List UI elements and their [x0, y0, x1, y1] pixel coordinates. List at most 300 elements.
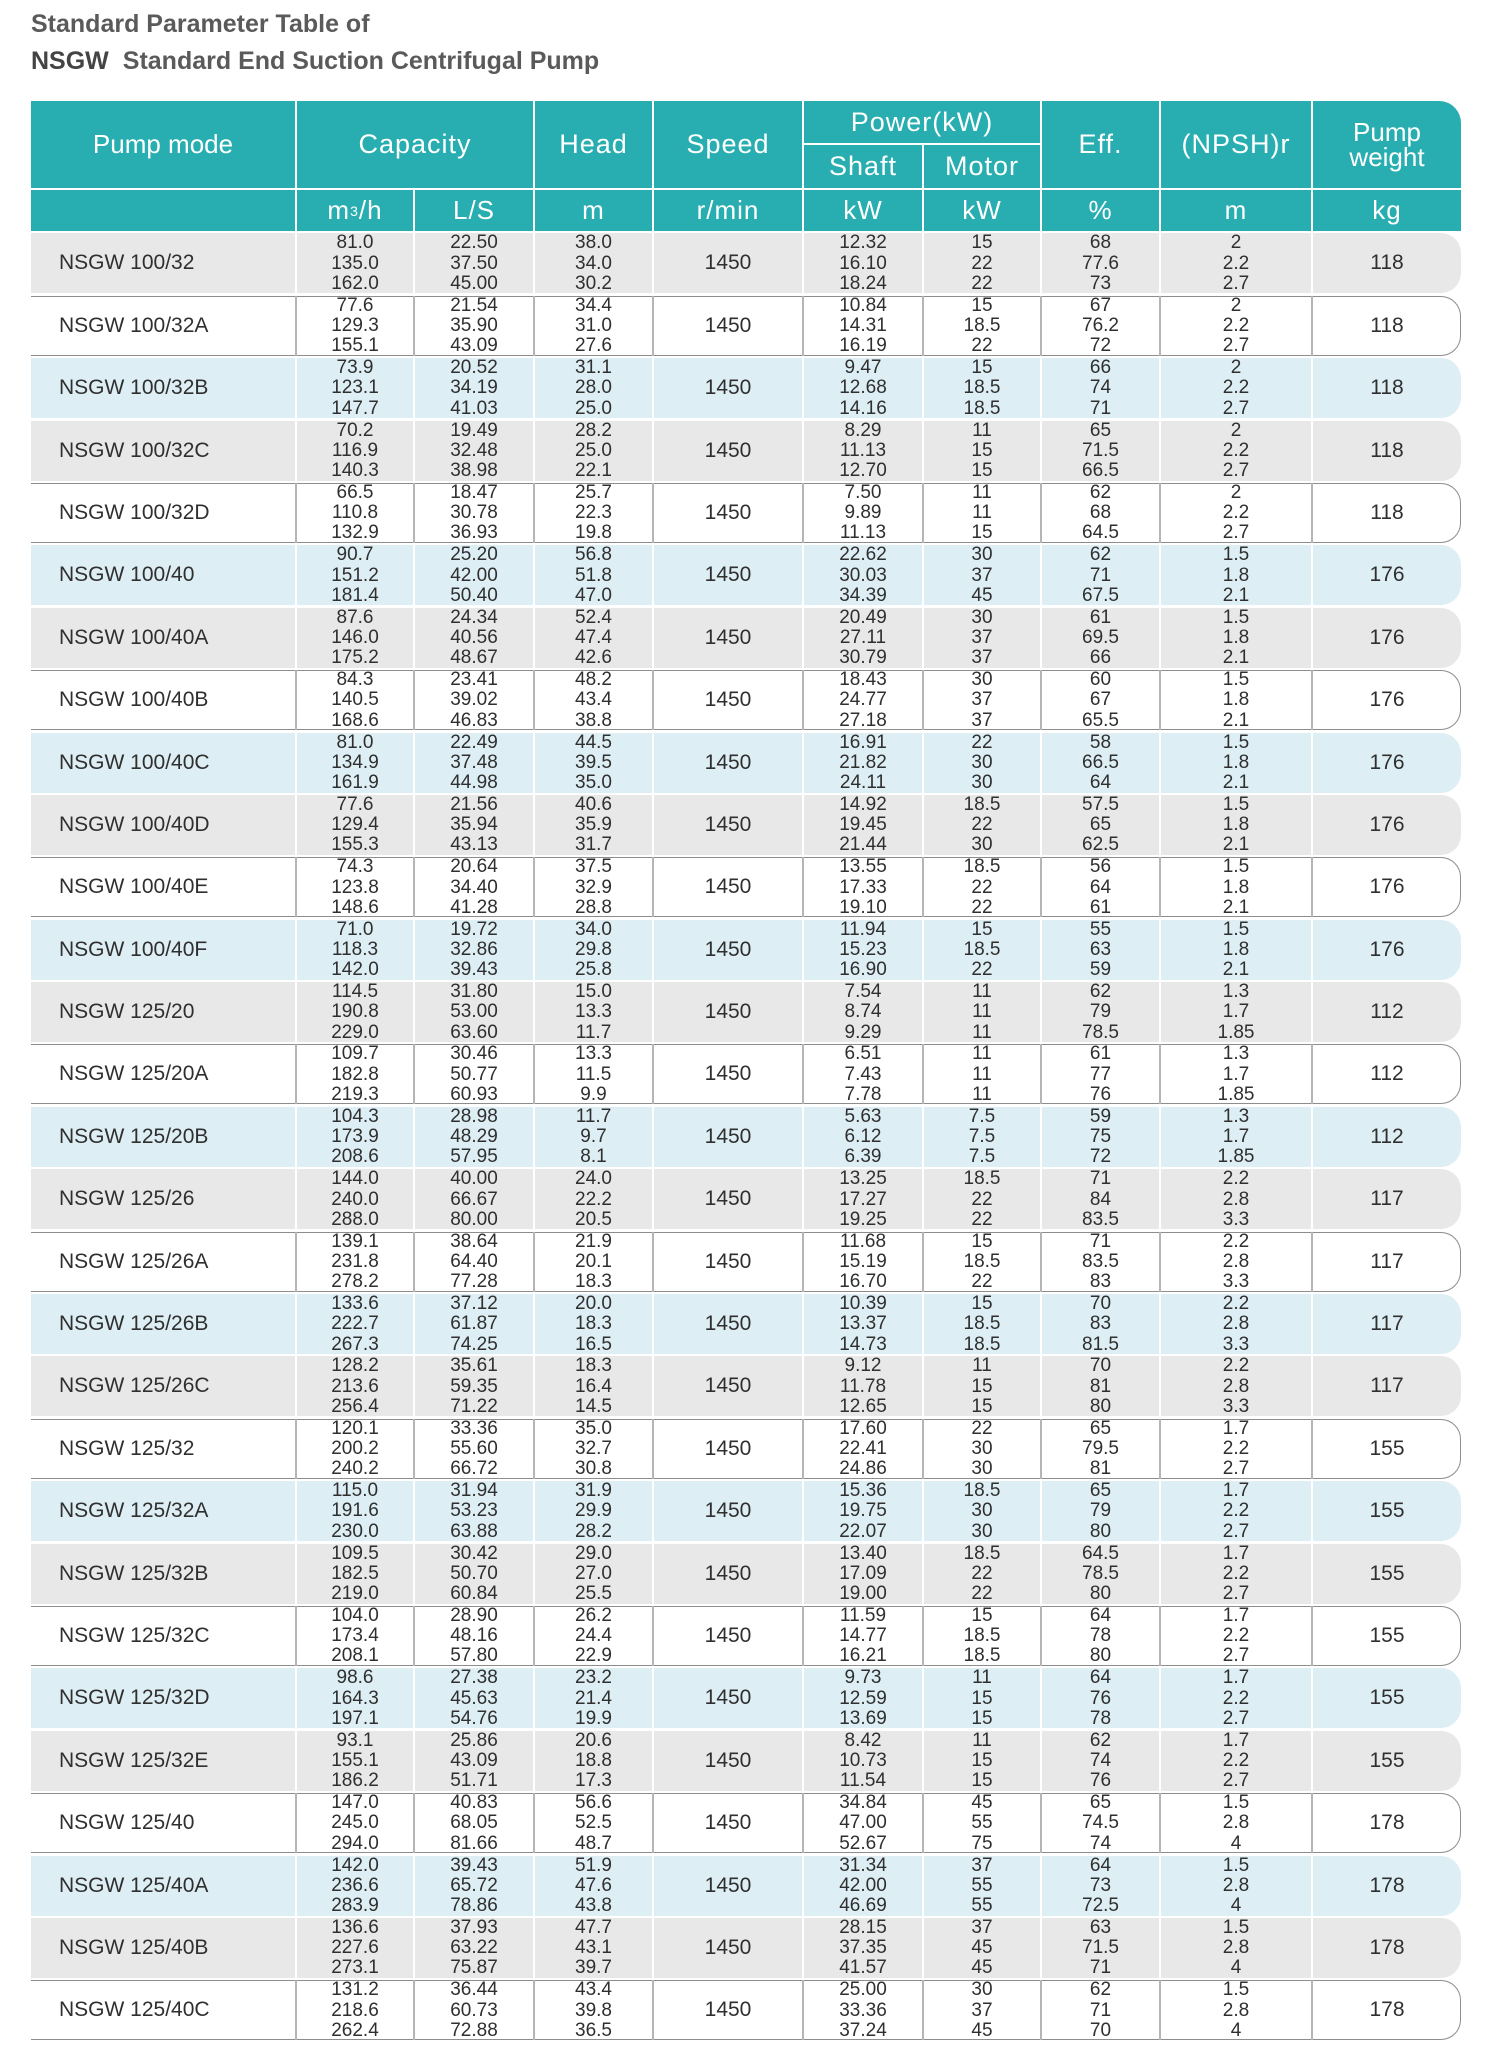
head-value: 25.8	[575, 959, 612, 981]
motor-value: 30	[971, 1438, 993, 1460]
npsh-cell	[1161, 920, 1311, 980]
ls-value: 41.28	[450, 896, 498, 918]
head-value: 22.3	[575, 502, 612, 524]
shaft-value: 12.32	[839, 232, 887, 254]
m3h-value: 197.1	[331, 1707, 379, 1729]
shaft-value: 9.89	[844, 502, 882, 524]
eff-value: 61	[1089, 606, 1112, 628]
motor-value: 18.5	[963, 1645, 1001, 1667]
shaft-cell	[804, 1668, 922, 1728]
shaft-value: 11.68	[839, 1230, 887, 1252]
ls-value: 32.86	[450, 938, 498, 960]
eff-cell	[1042, 857, 1159, 917]
head-cell	[535, 1294, 652, 1354]
npsh-value: 2	[1230, 419, 1242, 441]
ls-value: 36.93	[450, 522, 498, 544]
motor-cell	[924, 1793, 1040, 1853]
pump-model-cell: NSGW 100/32	[59, 251, 195, 275]
shaft-value: 27.11	[839, 626, 887, 648]
head-value: 52.5	[575, 1812, 612, 1834]
npsh-value: 2.1	[1222, 772, 1250, 794]
shaft-value: 14.31	[839, 315, 887, 337]
shaft-cell	[804, 1356, 922, 1416]
weight-cell: 178	[1369, 1998, 1405, 2022]
npsh-value: 2.2	[1222, 1293, 1250, 1315]
pump-model-cell: NSGW 125/26B	[59, 1312, 209, 1336]
head-value: 11.7	[575, 1021, 612, 1043]
npsh-value: 1.5	[1222, 1979, 1250, 2001]
motor-value: 55	[971, 1895, 993, 1917]
shaft-value: 9.12	[844, 1355, 882, 1377]
shaft-cell	[804, 920, 922, 980]
motor-value: 18.5	[963, 1313, 1001, 1335]
eff-cell	[1042, 1044, 1159, 1104]
npsh-value: 1.5	[1222, 544, 1250, 566]
ls-value: 39.02	[450, 689, 498, 711]
head-value: 21.4	[575, 1687, 612, 1709]
shaft-value: 52.67	[839, 1832, 887, 1854]
motor-value: 75	[971, 1832, 993, 1854]
eff-value: 74.5	[1082, 1812, 1119, 1834]
m3h-value: 245.0	[331, 1812, 379, 1834]
m3h-value: 133.6	[331, 1293, 379, 1315]
npsh-cell	[1161, 795, 1311, 855]
shaft-value: 13.40	[839, 1542, 887, 1564]
ls-cell	[415, 1481, 533, 1541]
pump-model-cell: NSGW 100/40C	[59, 750, 210, 774]
head-value: 28.2	[575, 419, 612, 441]
weight-cell: 155	[1369, 1436, 1405, 1460]
ls-value: 24.34	[450, 606, 498, 628]
header-efficiency: Eff.	[1078, 129, 1123, 159]
m3h-value: 109.5	[331, 1542, 379, 1564]
motor-value: 22	[971, 1417, 993, 1439]
ls-value: 20.64	[450, 856, 498, 878]
ls-cell	[415, 421, 533, 481]
m3h-value: 90.7	[336, 544, 374, 566]
m3h-value: 93.1	[336, 1729, 374, 1751]
page-title-line2	[31, 47, 599, 76]
eff-cell	[1042, 733, 1159, 793]
npsh-cell	[1161, 358, 1311, 418]
shaft-value: 11.59	[839, 1604, 887, 1626]
eff-value: 65	[1089, 1417, 1112, 1439]
motor-value: 22	[971, 1188, 993, 1210]
m3h-value: 175.2	[331, 647, 379, 669]
head-cell	[535, 1856, 652, 1916]
motor-cell	[924, 1980, 1040, 2040]
npsh-value: 1.5	[1222, 669, 1250, 691]
m3h-value: 218.6	[331, 1999, 379, 2021]
shaft-value: 12.65	[839, 1395, 887, 1417]
ls-value: 34.19	[450, 377, 498, 399]
head-value: 22.2	[575, 1188, 612, 1210]
m3h-value: 81.0	[336, 232, 374, 254]
eff-value: 72	[1089, 1146, 1112, 1168]
pump-model-cell: NSGW 100/32C	[59, 438, 210, 462]
npsh-value: 1.5	[1222, 1854, 1250, 1876]
npsh-value: 2.7	[1222, 1458, 1250, 1480]
motor-value: 22	[971, 1583, 993, 1605]
head-value: 20.1	[575, 1250, 612, 1272]
ls-value: 23.41	[450, 669, 498, 691]
shaft-cell	[804, 1481, 922, 1541]
shaft-value: 22.41	[839, 1438, 887, 1460]
m3h-value: 236.6	[331, 1874, 379, 1896]
motor-value: 30	[971, 669, 993, 691]
speed-cell: 1450	[704, 875, 752, 899]
npsh-value: 2.2	[1222, 252, 1250, 274]
npsh-value: 1.85	[1217, 1083, 1255, 1105]
eff-value: 64.5	[1082, 522, 1119, 544]
pump-model-cell: NSGW 100/40F	[59, 937, 208, 961]
ls-value: 21.54	[450, 294, 498, 316]
head-value: 26.2	[575, 1604, 612, 1626]
weight-cell: 155	[1369, 1561, 1405, 1585]
eff-value: 74	[1089, 1750, 1112, 1772]
head-value: 9.7	[580, 1126, 607, 1148]
motor-value: 22	[971, 731, 993, 753]
ls-cell	[415, 982, 533, 1042]
ls-value: 48.67	[450, 647, 498, 669]
eff-value: 62	[1089, 1979, 1112, 2001]
m3h-cell	[297, 608, 413, 668]
eff-cell	[1042, 920, 1159, 980]
npsh-value: 2.2	[1222, 1168, 1250, 1190]
m3h-cell	[297, 1481, 413, 1541]
ls-cell	[415, 296, 533, 356]
m3h-value: 70.2	[336, 419, 374, 441]
shaft-value: 7.43	[844, 1063, 882, 1085]
motor-value: 15	[971, 1687, 993, 1709]
head-value: 34.0	[575, 252, 612, 274]
speed-cell: 1450	[704, 1935, 752, 1959]
npsh-value: 4	[1230, 2019, 1242, 2041]
motor-value: 15	[971, 1375, 993, 1397]
m3h-value: 230.0	[331, 1520, 379, 1542]
npsh-cell	[1161, 1419, 1311, 1479]
npsh-value: 1.8	[1222, 876, 1250, 898]
eff-value: 73	[1089, 1874, 1112, 1896]
pump-model-cell: NSGW 100/40E	[59, 875, 209, 899]
m3h-value: 131.2	[331, 1979, 379, 2001]
ls-cell	[415, 857, 533, 917]
shaft-value: 27.18	[839, 709, 887, 731]
pump-model-cell: NSGW 125/20	[59, 1000, 195, 1024]
shaft-value: 19.45	[839, 814, 887, 836]
shaft-cell	[804, 857, 922, 917]
eff-value: 80	[1089, 1583, 1112, 1605]
head-value: 29.0	[575, 1542, 612, 1564]
motor-value: 18.5	[963, 1250, 1001, 1272]
pump-model-cell: NSGW 100/32B	[59, 376, 209, 400]
eff-value: 65	[1089, 1480, 1112, 1502]
m3h-value: 87.6	[336, 606, 374, 628]
header-speed: Speed	[686, 129, 770, 159]
motor-value: 37	[971, 1999, 993, 2021]
ls-value: 53.00	[450, 1001, 498, 1023]
motor-value: 22	[971, 814, 993, 836]
head-value: 34.0	[575, 918, 612, 940]
m3h-cell	[297, 1731, 413, 1791]
ls-cell	[415, 1793, 533, 1853]
shaft-value: 21.82	[839, 751, 887, 773]
motor-value: 37	[971, 709, 993, 731]
pump-model-cell: NSGW 100/32D	[59, 500, 210, 524]
head-cell	[535, 1918, 652, 1978]
ls-value: 25.20	[450, 544, 498, 566]
motor-value: 37	[971, 647, 993, 669]
ls-value: 35.61	[450, 1355, 498, 1377]
m3h-value: 151.2	[331, 564, 379, 586]
npsh-cell	[1161, 421, 1311, 481]
m3h-cell	[297, 1356, 413, 1416]
head-value: 20.5	[575, 1208, 612, 1230]
motor-value: 11	[972, 1021, 992, 1043]
header-shaft: Shaft	[828, 151, 898, 181]
ls-value: 53.23	[450, 1500, 498, 1522]
speed-cell: 1450	[704, 1249, 752, 1273]
eff-value: 76	[1089, 1083, 1112, 1105]
weight-cell: 176	[1369, 812, 1405, 836]
weight-cell: 118	[1370, 251, 1404, 275]
npsh-cell	[1161, 1793, 1311, 1853]
shaft-value: 46.69	[839, 1895, 887, 1917]
m3h-cell	[297, 1918, 413, 1978]
ls-value: 74.25	[450, 1333, 498, 1355]
m3h-value: 115.0	[331, 1480, 379, 1502]
m3h-value: 74.3	[336, 856, 374, 878]
weight-cell: 155	[1369, 1748, 1405, 1772]
npsh-cell	[1161, 1044, 1311, 1104]
ls-value: 75.87	[450, 1957, 498, 1979]
motor-value: 11	[972, 481, 992, 503]
shaft-cell	[804, 733, 922, 793]
motor-cell	[924, 1918, 1040, 1978]
ls-value: 65.72	[450, 1874, 498, 1896]
table-header	[31, 101, 1461, 231]
eff-value: 71	[1089, 1999, 1112, 2021]
header-head: Head	[559, 129, 628, 159]
npsh-value: 1.5	[1222, 793, 1250, 815]
head-value: 42.6	[575, 647, 612, 669]
shaft-cell	[804, 1980, 922, 2040]
eff-value: 64	[1089, 1604, 1112, 1626]
motor-cell	[924, 1169, 1040, 1229]
eff-value: 63	[1089, 938, 1112, 960]
table-row	[31, 1606, 1461, 1666]
ls-cell	[415, 358, 533, 418]
eff-cell	[1042, 1544, 1159, 1604]
speed-cell: 1450	[704, 1062, 752, 1086]
head-value: 48.7	[575, 1832, 612, 1854]
motor-value: 18.5	[963, 1625, 1001, 1647]
npsh-value: 2.2	[1222, 1562, 1250, 1584]
npsh-value: 2.7	[1222, 1707, 1250, 1729]
npsh-value: 1.7	[1222, 1001, 1250, 1023]
m3h-value: 200.2	[331, 1438, 379, 1460]
shaft-value: 17.33	[839, 876, 887, 898]
m3h-value: 182.8	[331, 1063, 379, 1085]
head-cell	[535, 358, 652, 418]
ls-cell	[415, 1169, 533, 1229]
shaft-value: 11.13	[839, 439, 887, 461]
ls-value: 60.84	[450, 1583, 498, 1605]
m3h-cell	[297, 1668, 413, 1728]
eff-value: 68	[1089, 502, 1112, 524]
motor-value: 15	[971, 357, 993, 379]
m3h-value: 81.0	[336, 731, 374, 753]
m3h-value: 182.5	[331, 1562, 379, 1584]
shaft-value: 19.25	[839, 1208, 887, 1230]
eff-value: 70	[1089, 1355, 1112, 1377]
head-cell	[535, 1044, 652, 1104]
ls-value: 41.03	[450, 397, 498, 419]
table-row	[31, 1918, 1461, 1978]
m3h-cell	[297, 920, 413, 980]
ls-value: 64.40	[450, 1250, 498, 1272]
motor-cell	[924, 857, 1040, 917]
npsh-value: 3.3	[1222, 1333, 1250, 1355]
motor-value: 22	[971, 959, 993, 981]
m3h-value: 162.0	[331, 272, 379, 294]
speed-cell: 1450	[704, 1998, 752, 2022]
npsh-value: 4	[1230, 1957, 1242, 1979]
motor-value: 11	[972, 1001, 992, 1023]
head-value: 27.0	[575, 1562, 612, 1584]
m3h-cell	[297, 358, 413, 418]
ls-value: 80.00	[450, 1208, 498, 1230]
head-value: 30.2	[575, 272, 612, 294]
m3h-value: 227.6	[331, 1937, 379, 1959]
m3h-cell	[297, 1980, 413, 2040]
shaft-value: 19.10	[839, 896, 887, 918]
head-value: 15.0	[575, 981, 612, 1003]
ls-value: 38.64	[450, 1230, 498, 1252]
npsh-value: 1.8	[1222, 938, 1250, 960]
pump-model-cell: NSGW 100/40B	[59, 688, 209, 712]
m3h-value: 104.0	[331, 1604, 379, 1626]
ls-value: 28.90	[450, 1604, 498, 1626]
speed-cell: 1450	[704, 1499, 752, 1523]
shaft-value: 13.69	[839, 1707, 887, 1729]
ls-cell	[415, 1044, 533, 1104]
eff-value: 79.5	[1082, 1438, 1119, 1460]
eff-value: 65	[1089, 814, 1112, 836]
shaft-cell	[804, 296, 922, 356]
motor-cell	[924, 421, 1040, 481]
ls-cell	[415, 1856, 533, 1916]
speed-cell: 1450	[704, 625, 752, 649]
motor-cell	[924, 1606, 1040, 1666]
m3h-value: 208.1	[331, 1645, 379, 1667]
eff-value: 71	[1089, 1230, 1112, 1252]
ls-value: 35.90	[450, 315, 498, 337]
shaft-value: 14.92	[839, 793, 887, 815]
shaft-value: 17.09	[839, 1562, 887, 1584]
table-row	[31, 1044, 1461, 1104]
ls-value: 50.70	[450, 1562, 498, 1584]
head-value: 28.8	[575, 896, 612, 918]
m3h-cell	[297, 1793, 413, 1853]
shaft-value: 6.51	[844, 1043, 882, 1065]
npsh-value: 2.2	[1222, 1355, 1250, 1377]
head-cell	[535, 1232, 652, 1292]
m3h-value: 168.6	[331, 709, 379, 731]
head-value: 44.5	[575, 731, 612, 753]
head-value: 28.0	[575, 377, 612, 399]
shaft-value: 34.84	[839, 1792, 887, 1814]
motor-value: 18.5	[963, 856, 1001, 878]
ls-value: 37.12	[450, 1293, 498, 1315]
head-value: 22.1	[575, 460, 612, 482]
eff-value: 78.5	[1082, 1021, 1119, 1043]
shaft-cell	[804, 1044, 922, 1104]
npsh-value: 2.1	[1222, 647, 1250, 669]
npsh-value: 2.2	[1222, 1687, 1250, 1709]
head-value: 32.7	[575, 1438, 612, 1460]
ls-value: 60.73	[450, 1999, 498, 2021]
npsh-value: 1.8	[1222, 689, 1250, 711]
m3h-value: 219.3	[331, 1083, 379, 1105]
shaft-value: 19.00	[839, 1583, 887, 1605]
eff-value: 68	[1089, 232, 1112, 254]
eff-value: 83	[1089, 1271, 1112, 1293]
page-title-text: Standard End Suction Centrifugal Pump	[122, 47, 600, 75]
speed-cell: 1450	[704, 438, 752, 462]
eff-value: 66.5	[1082, 751, 1119, 773]
m3h-value: 114.5	[331, 981, 379, 1003]
shaft-value: 11.54	[839, 1770, 887, 1792]
eff-value: 62	[1089, 981, 1112, 1003]
m3h-cell	[297, 1044, 413, 1104]
motor-value: 11	[972, 1063, 992, 1085]
shaft-value: 15.23	[839, 938, 887, 960]
eff-cell	[1042, 233, 1159, 293]
head-value: 16.4	[575, 1375, 612, 1397]
eff-value: 79	[1089, 1001, 1112, 1023]
motor-value: 11	[972, 419, 992, 441]
npsh-cell	[1161, 1606, 1311, 1666]
eff-value: 74	[1089, 1832, 1112, 1854]
shaft-cell	[804, 1294, 922, 1354]
npsh-value: 2.7	[1222, 1645, 1250, 1667]
ls-value: 60.93	[450, 1083, 498, 1105]
ls-cell	[415, 1918, 533, 1978]
table-row	[31, 1107, 1461, 1167]
npsh-cell	[1161, 1169, 1311, 1229]
m3h-cell	[297, 733, 413, 793]
npsh-value: 2.7	[1222, 1583, 1250, 1605]
motor-value: 15	[971, 918, 993, 940]
head-value: 47.6	[575, 1874, 612, 1896]
eff-value: 61	[1089, 1043, 1112, 1065]
weight-cell: 117	[1370, 1187, 1404, 1211]
shaft-cell	[804, 1232, 922, 1292]
shaft-value: 8.29	[844, 419, 882, 441]
shaft-value: 12.70	[839, 460, 887, 482]
speed-cell: 1450	[704, 937, 752, 961]
npsh-value: 2.8	[1222, 1812, 1250, 1834]
npsh-cell	[1161, 1356, 1311, 1416]
motor-value: 22	[971, 1208, 993, 1230]
head-value: 47.7	[575, 1916, 612, 1938]
head-value: 43.4	[575, 1979, 612, 2001]
table-row	[31, 1731, 1461, 1791]
ls-value: 59.35	[450, 1375, 498, 1397]
ls-value: 39.43	[450, 1854, 498, 1876]
table-row	[31, 1668, 1461, 1728]
